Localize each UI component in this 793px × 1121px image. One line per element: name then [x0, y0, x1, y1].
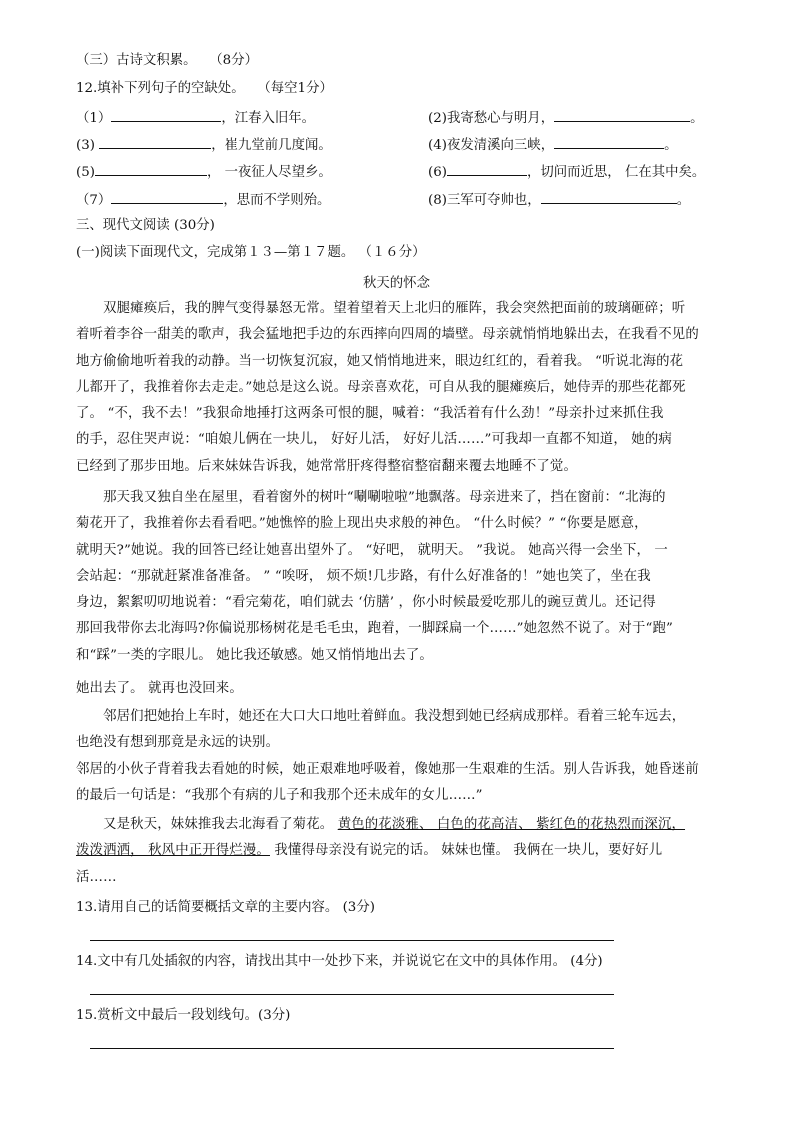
answer-line[interactable] — [90, 940, 614, 941]
fill-item-1: （1） ，江春入旧年。 — [76, 108, 315, 128]
answer-blank[interactable] — [541, 190, 677, 204]
answer-blank[interactable] — [95, 162, 207, 176]
fill-item-6: (6) ，切问而近思， 仁在其中矣。 — [428, 162, 705, 182]
question-12: 12.填补下列句子的空缺处。 （每空1分） — [76, 81, 333, 96]
answer-blank[interactable] — [447, 162, 527, 176]
question-13: 13.请用自己的话简要概括文章的主要内容。 (3分) — [76, 900, 375, 915]
underlined-sentence: 黄色的花淡雅、 白色的花高洁、 紫红色的花热烈而深沉， — [337, 817, 686, 832]
fill-item-3: (3) ，崔九堂前几度闻。 — [76, 135, 332, 155]
paragraph-2: 那天我又独自坐在屋里，看着窗外的树叶“唰唰啦啦”地飘落。母亲进来了，挡在窗前：“北海的 菊花开了，我推着你去看看吧。”她憔悴的脸上现出央求般的神色。 “什么时候？” “你要是愿意， 就明天?”她说。我的回答已经让她喜出望外了。 “好吧， 就明天。 ”我说。 她高兴得一会坐下， 一 会站起：“那就赶紧准备准备。 ” “唉呀， 烦不烦!几步路，有什么好准备的！”她也笑了，坐在我 身边，絮絮叨叨地说着：“看完菊花，咱们就去 ‘仿膳’ ，你小时候最爱吃那儿的豌豆黄儿。还记得 那回我带你去北海吗?你偏说那杨树花是毛毛虫，跑着，一脚踩扁一个……”她忽然不说了。对于“跑” 和“踩”一类的字眼儿。 她比我还敏感。她又悄悄地出去了。 — [76, 490, 674, 663]
paragraph-5: 邻居的小伙子背着我去看她的时候，她正艰难地呼吸着，像她那一生艰难的生活。别人告诉我，她昏迷前 的最后一句话是：“我那个有病的儿子和我那个还未成年的女儿……” — [76, 762, 699, 804]
answer-blank[interactable] — [554, 108, 690, 122]
paragraph-4: 邻居们把她抬上车时，她还在大口大口地吐着鲜血。我没想到她已经病成那样。看着三轮车远去， 也绝没有想到那竟是永远的诀别。 — [76, 709, 686, 751]
article-title: 秋天的怀念 — [363, 276, 430, 291]
answer-blank[interactable] — [111, 190, 223, 204]
fill-item-4: (4)夜发清溪向三峡， 。 — [428, 135, 677, 155]
question-14: 14.文中有几处插叙的内容，请找出其中一处抄下来，并说说它在文中的具体作用。 (4分) — [76, 954, 603, 969]
answer-line[interactable] — [90, 994, 614, 995]
answer-blank[interactable] — [99, 135, 211, 149]
fill-item-2: (2)我寄愁心与明月， 。 — [428, 108, 703, 128]
fill-item-5: (5) ， 一夜征人尽望乡。 — [76, 162, 332, 182]
paragraph-3: 她出去了。 就再也没回来。 — [76, 681, 243, 696]
answer-line[interactable] — [90, 1048, 614, 1049]
answer-blank[interactable] — [111, 108, 221, 122]
question-15: 15.赏析文中最后一段划线句。(3分) — [76, 1008, 291, 1023]
reading-intro: (一)阅读下面现代文，完成第１３—第１７题。 （１６分） — [76, 245, 426, 260]
answer-blank[interactable] — [554, 135, 664, 149]
paragraph-6: 又是秋天，妹妹推我去北海看了菊花。 黄色的花淡雅、 白色的花高洁、 紫红色的花热烈而深沉， 泼泼洒洒， 秋风中正开得烂漫。 我懂得母亲没有说完的话。 妹妹也懂。 我俩在一块儿，要好好儿 活…… — [76, 817, 686, 885]
fill-item-8: (8)三军可夺帅也， 。 — [428, 190, 690, 210]
fill-item-7: （7） ，思而不学则殆。 — [76, 190, 330, 210]
section-heading: （三）古诗文积累。 （8分） — [76, 53, 258, 68]
paragraph-1: 双腿瘫痪后，我的脾气变得暴怒无常。望着望着天上北归的雁阵，我会突然把面前的玻璃砸碎；听 着听着李谷一甜美的歌声，我会猛地把手边的东西摔向四周的墙壁。母亲就悄悄地躲出去，在我看不见的 地方偷偷地听着我的动静。当一切恢复沉寂，她又悄悄地进来，眼边红红的，看着我。 “听说北海的花 儿都开了，我推着你去走走。”她总是这么说。母亲喜欢花，可自从我的腿瘫痪后，她侍弄的那些花都死 了。 “不，我不去！”我狠命地捶打这两条可恨的腿，喊着：“我活着有什么劲！”母亲扑过来抓住我 的手，忍住哭声说：“咱娘儿俩在一块儿， 好好儿活， 好好儿活……”可我却一直都不知道， 她的病 已经到了那步田地。后来妹妹告诉我，她常常肝疼得整宿整宿翻来覆去地睡不了觉。 — [76, 301, 699, 474]
underlined-sentence: 泼泼洒洒， 秋风中正开得烂漫。 — [76, 843, 270, 859]
reading-heading: 三、现代文阅读 (30分) — [76, 218, 215, 233]
